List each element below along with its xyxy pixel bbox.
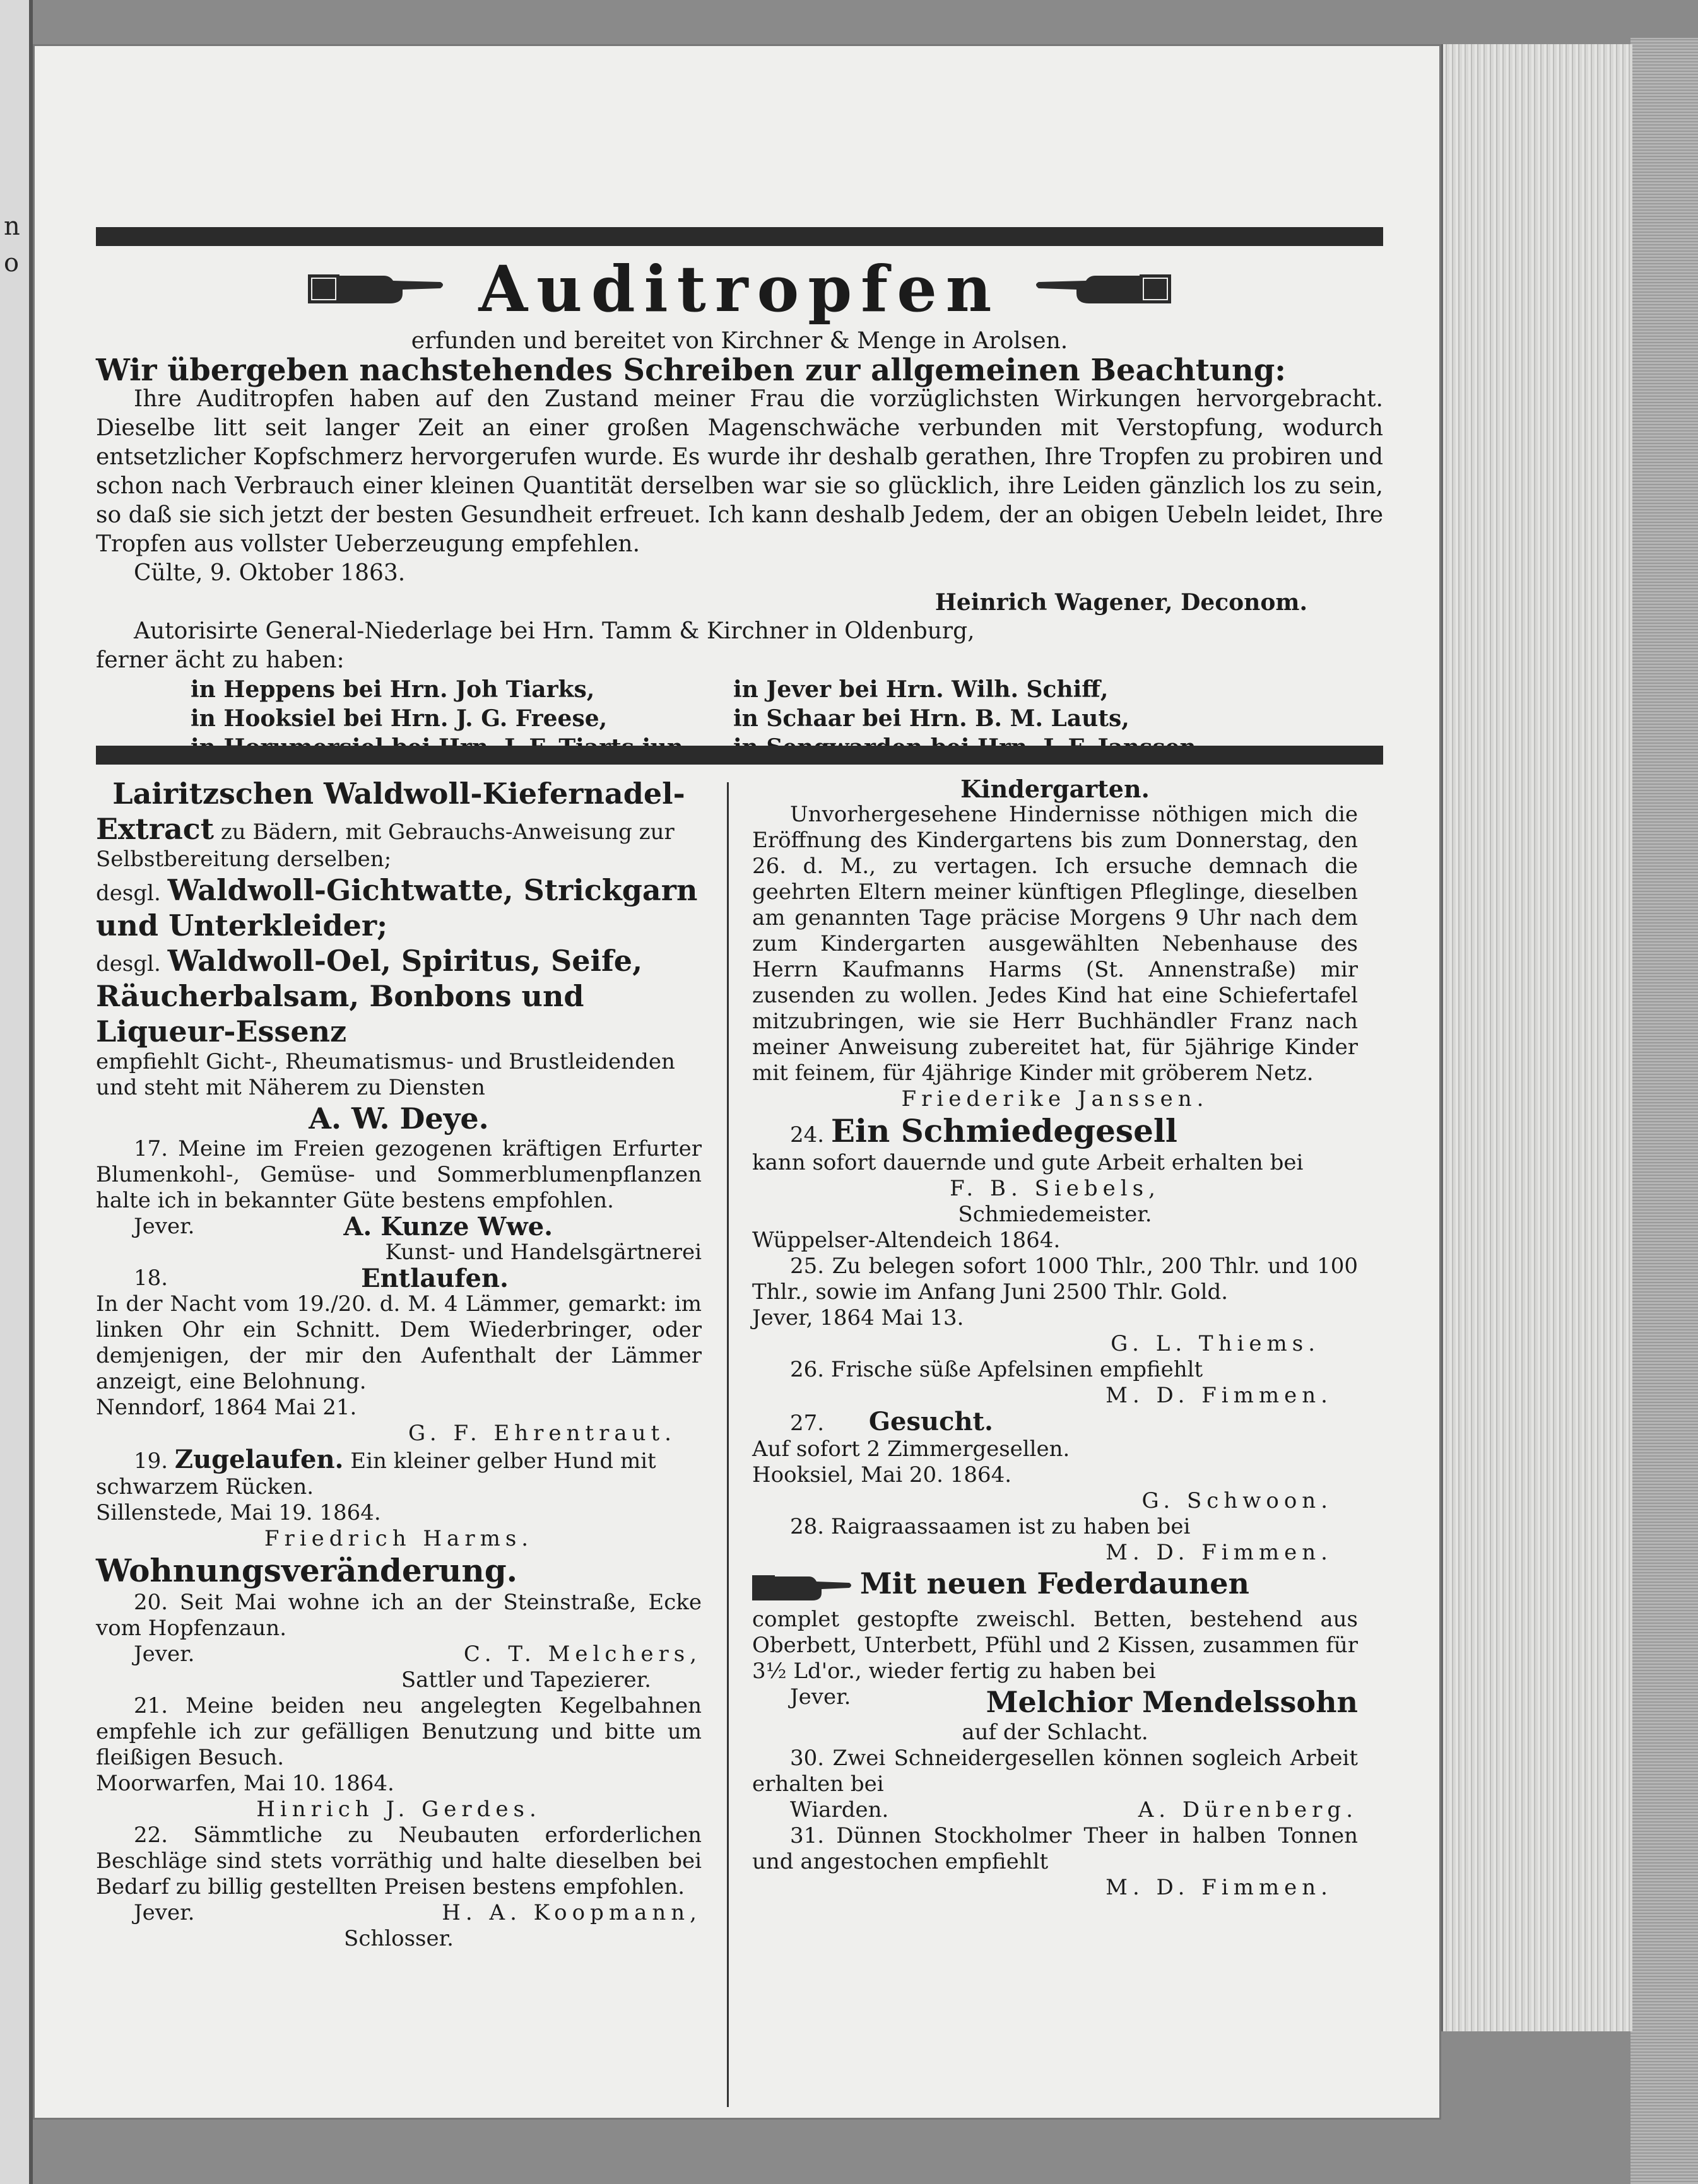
ad-31-body: 31. Dünnen Stockholmer Theer in halben Tonnen und angestochen empfiehlt: [752, 1823, 1358, 1874]
ad-30-place: Wiarden.: [790, 1797, 889, 1823]
desgl-label: desgl.: [96, 951, 161, 977]
ad-19-number: 19.: [134, 1448, 168, 1474]
ad-waldwoll-body: empfiehlt Gicht-, Rheumatismus- und Brustleidenden und steht mit Näherem zu Diensten: [96, 1049, 675, 1100]
ad-29-body: complet gestopfte zweischl. Betten, bestehend aus Oberbett, Unterbett, Pfühl und 2 Kissen, zusammen für 3½ Ld'or., wieder fertig zu haben bei: [752, 1607, 1358, 1684]
pointing-hand-right-icon: [308, 267, 447, 311]
ad-21-place: Moorwarfen, Mai 10. 1864.: [96, 1771, 394, 1796]
column-divider: [727, 782, 729, 2107]
classified-columns: [96, 776, 1383, 2120]
ad-18-place: Nenndorf, 1864 Mai 21.: [96, 1395, 357, 1420]
ad-26-sign: M. D. Fimmen.: [1105, 1383, 1333, 1408]
pointing-hand-left-icon: [1032, 267, 1171, 311]
ad-20-heading: Wohnungsveränderung.: [96, 1552, 518, 1589]
ad-kindergarten-body: Unvorhergesehene Hindernisse nöthigen mich die Eröffnung des Kindergartens bis zum Donnerstag, den 26. d. M., zu vertagen. Ich ersuche demnach die geehrten Eltern meiner künftigen Pfleglinge, dieselben am genannten Tage präcise Morgens 9 Uhr nach dem zum Kindergarten ausgewählten Nebenhause des Herrn Kaufmanns Harms (St. Annenstraße) mir zusenden zu wollen. Jedes Kind hat eine Schiefertafel mitzubringen, wie sie Herr Buchhändler Franz nach meiner Anweisung zubereitet hat, für 5jährige Kinder mit feinem, für 4jährige Kinder mit gröberem Netz.: [752, 802, 1358, 1086]
middle-rule: [96, 746, 1383, 765]
ad-29-place: Jever.: [790, 1684, 851, 1710]
ad-28-body: 28. Raigraassaamen ist zu haben bei: [790, 1514, 1191, 1539]
ad-17-place: Jever.: [134, 1214, 195, 1239]
ad-22-place: Jever.: [134, 1900, 195, 1925]
ad-waldwoll-item3-text: Waldwoll-Oel, Spiritus, Seife, Räucherbalsam, Bonbons und Liqueur-Essenz: [96, 944, 643, 1048]
ad-17-sub: Kunst- und Handelsgärtnerei: [385, 1240, 702, 1265]
ad-21-sign: Hinrich J. Gerdes.: [256, 1797, 541, 1822]
hero-byline: erfunden und bereitet von Kirchner & Menge in Arolsen.: [411, 328, 1068, 354]
ad-30-sign: A. Dürenberg.: [1138, 1797, 1358, 1823]
ad-waldwoll-extract-title: Extract: [96, 812, 215, 846]
top-rule: [96, 227, 1383, 246]
ad-19-place: Sillenstede, Mai 19. 1864.: [96, 1500, 381, 1525]
ad-29-sign: Melchior Mendelssohn: [986, 1685, 1358, 1719]
ad-waldwoll-item3: [96, 943, 702, 1049]
ad-25-place: Jever, 1864 Mai 13.: [752, 1305, 964, 1330]
ad-19-body: Ein kleiner gelber Hund mit schwarzem Rücken.: [96, 1448, 656, 1500]
ad-17-body: 17. Meine im Freien gezogenen kräftigen Erfurter Blumenkohl-, Gemüse- und Sommerblumenpflanzen halte ich in bekannter Güte bestens empfohlen.: [96, 1136, 702, 1213]
hero-title: Auditropfen: [478, 252, 1001, 326]
page-content: [96, 227, 1383, 2120]
ad-22-sub: Schlosser.: [344, 1926, 454, 1951]
ad-27-head-row: [752, 1409, 1358, 1436]
ad-19-heading: Zugelaufen.: [174, 1445, 344, 1474]
ad-22-sign: H. A. Koopmann,: [442, 1900, 702, 1925]
ad-24-sub: Schmiedemeister.: [958, 1202, 1152, 1227]
place-item: in Schaar bei Hrn. B. M. Lauts,: [733, 705, 1129, 732]
ad-waldwoll-item2: [96, 872, 702, 943]
hero-intro: Wir übergeben nachstehendes Schreiben zur allgemeinen Beachtung:: [96, 353, 1287, 388]
left-column: [96, 776, 702, 1952]
place-item: in Jever bei Hrn. Wilh. Schiff,: [733, 676, 1109, 703]
ad-20-place: Jever.: [134, 1641, 195, 1667]
hero-sign-row: [96, 559, 1383, 588]
right-column: [752, 776, 1358, 1901]
ad-18-sign: G. F. Ehrentraut.: [408, 1421, 676, 1446]
adjacent-page-letters: [4, 208, 20, 281]
ad-24-sign: F. B. Siebels,: [950, 1176, 1160, 1201]
ad-30-sign-row: [752, 1797, 1358, 1823]
ad-29-lead: Mit neuen Federdaunen: [859, 1566, 1249, 1600]
edge-letter: n: [4, 212, 20, 241]
ad-29-sign-row: [752, 1684, 1358, 1720]
ad-22-sign-row: [96, 1900, 702, 1926]
ad-26-body: 26. Frische süße Apfelsinen empfiehlt: [790, 1357, 1203, 1382]
ad-17-sign: A. Kunze Wwe.: [343, 1212, 553, 1242]
ad-waldwoll-sign: A. W. Deye.: [309, 1101, 489, 1136]
ad-20-sign-row: [96, 1641, 702, 1667]
ad-20-sub: Sattler und Tapezierer.: [401, 1667, 651, 1693]
ad-27-body: Auf sofort 2 Zimmergesellen.: [752, 1436, 1070, 1462]
hero-letter: Ihre Auditropfen haben auf den Zustand meiner Frau die vorzüglichsten Wirkungen hervorgebracht. Dieselbe litt seit langer Zeit an einer großen Magenschwäche verbunden mit Verstopfung, wodurch entsetzlicher Kopfschmerz hervorgerufen wurde. Es wurde ihr deshalb gerathen, Ihre Tropfen zu probiren und schon nach Verbrauch einer kleinen Quantität derselben war sie so glücklich, ihre Leiden gänzlich los zu sein, so daß sie sich jetzt der besten Gesundheit erfreuet. Ich kann deshalb Jedem, der an obigen Uebeln leidet, Ihre Tropfen aus vollster Ueberzeugung empfehlen.: [96, 386, 1383, 557]
ad-21-body: 21. Meine beiden neu angelegten Kegelbahnen empfehle ich zur gefälligen Benutzung und bitte um fleißigen Besuch.: [96, 1693, 702, 1770]
ad-24-head-row: [752, 1112, 1358, 1150]
hero-agency: Autorisirte General-Niederlage bei Hrn. Tamm & Kirchner in Oldenburg,: [134, 618, 975, 644]
ad-27-place: Hooksiel, Mai 20. 1864.: [752, 1462, 1012, 1488]
ad-27-number: 27.: [790, 1411, 825, 1436]
hero-agency-2: ferner ächt zu haben:: [96, 647, 345, 673]
ad-20-sign: C. T. Melchers,: [463, 1641, 702, 1667]
ad-28-sign: M. D. Fimmen.: [1105, 1540, 1333, 1565]
book-page-edges: [1441, 44, 1632, 2031]
ad-18-head-row: [96, 1265, 702, 1291]
ad-18-body: In der Nacht vom 19./20. d. M. 4 Lämmer, gemarkt: im linken Ohr ein Schnitt. Dem Wiederbringer, oder demjenigen, der mir den Aufenthalt der Lämmer anzeigt, eine Belohnung.: [96, 1291, 702, 1394]
ad-25-body: 25. Zu belegen sofort 1000 Thlr., 200 Thlr. und 100 Thlr., sowie im Anfang Juni 2500 Thlr. Gold.: [752, 1253, 1358, 1305]
ad-kindergarten-heading: Kindergarten.: [960, 775, 1150, 803]
newspaper-page: [33, 44, 1441, 2120]
ad-24-number: 24.: [790, 1122, 825, 1148]
ad-17-sign-row: [96, 1214, 702, 1240]
ad-18-heading: Entlaufen.: [361, 1264, 509, 1293]
ad-19-head-row: [96, 1447, 702, 1500]
ad-kindergarten-sign: Friederike Janssen.: [901, 1086, 1209, 1112]
ad-22-body: 22. Sämmtliche zu Neubauten erforderlichen Beschläge sind stets vorräthig und halte dieselben bei Bedarf zu billig gestellten Preisen bestens empfohlen.: [96, 1823, 702, 1899]
ad-31-sign: M. D. Fimmen.: [1105, 1875, 1333, 1900]
ad-29-lead-row: [752, 1566, 1358, 1607]
ad-24-body: kann sofort dauernde und gute Arbeit erhalten bei: [752, 1150, 1304, 1175]
ad-30-body: 30. Zwei Schneidergesellen können sogleich Arbeit erhalten bei: [752, 1746, 1358, 1797]
pointing-hand-right-icon: [752, 1569, 853, 1607]
ad-waldwoll-title: Lairitzschen Waldwoll-Kiefernadel-: [112, 777, 685, 811]
place-item: in Heppens bei Hrn. Joh Tiarks,: [191, 676, 595, 703]
ad-waldwoll-extract-text: zu Bädern, mit Gebrauchs-Anweisung zur Selbstbereitung derselben;: [96, 819, 675, 872]
ad-18-number: 18.: [134, 1265, 168, 1291]
ad-24-place: Wüppelser-Altendeich 1864.: [752, 1228, 1061, 1253]
ad-20-body: 20. Seit Mai wohne ich an der Steinstraße, Ecke vom Hopfenzaun.: [96, 1590, 702, 1641]
auditropfen-advertisement: [96, 251, 1383, 743]
desgl-label: desgl.: [96, 881, 161, 906]
adjacent-page-edge: [0, 0, 33, 2184]
ad-27-sign: G. Schwoon.: [1141, 1488, 1333, 1513]
ad-waldwoll-item2-text: Waldwoll-Gichtwatte, Strickgarn und Unterkleider;: [96, 873, 698, 942]
place-item: in Hooksiel bei Hrn. J. G. Freese,: [191, 705, 608, 732]
book-spine: [1630, 38, 1698, 2184]
ad-waldwoll-extract: [96, 811, 702, 872]
ad-25-sign: G. L. Thiems.: [1111, 1331, 1320, 1356]
ad-27-heading: Gesucht.: [868, 1407, 993, 1436]
hero-title-row: [96, 251, 1383, 327]
hero-signature: Heinrich Wagener, Deconom.: [934, 589, 1307, 616]
ad-24-heading: Ein Schmiedegesell: [830, 1112, 1177, 1149]
ad-29-sub: auf der Schlacht.: [962, 1720, 1148, 1745]
edge-letter: o: [4, 249, 20, 278]
ad-19-sign: Friedrich Harms.: [264, 1526, 534, 1551]
hero-place-date: Cülte, 9. Oktober 1863.: [134, 560, 406, 586]
